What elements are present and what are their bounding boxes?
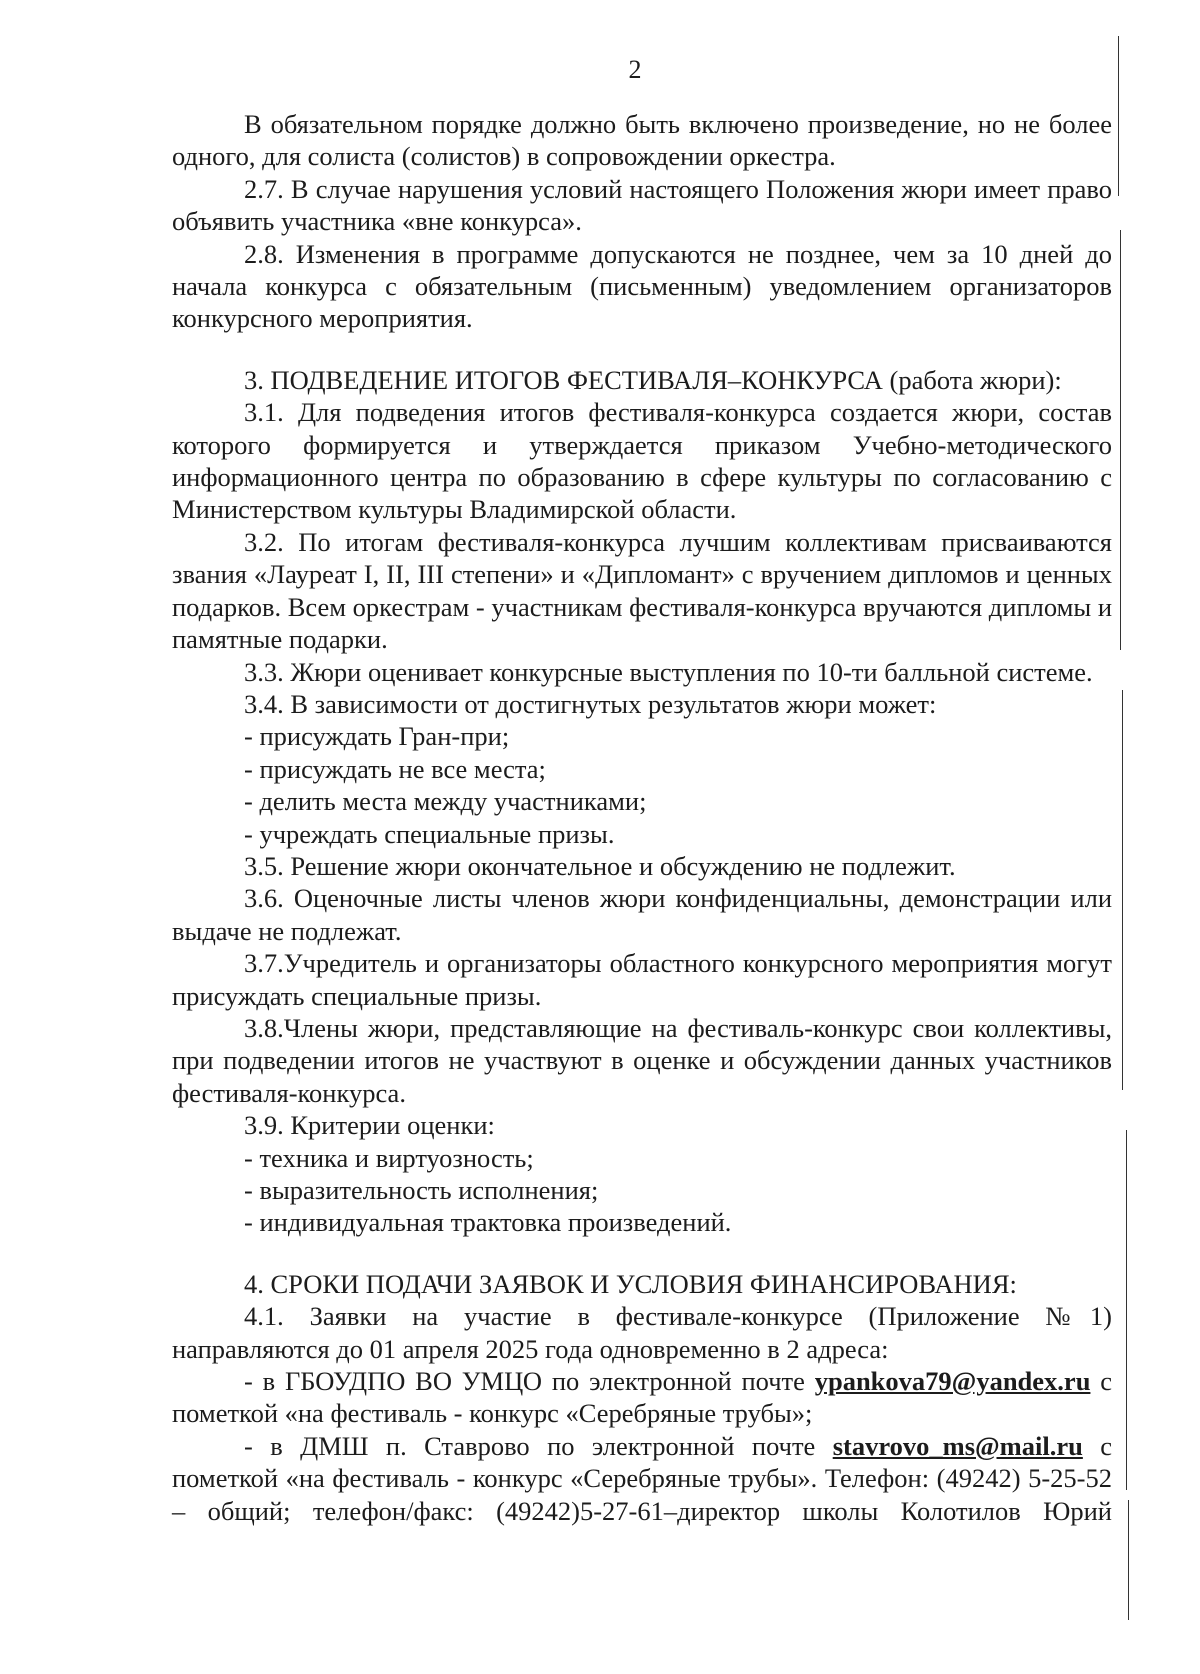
list-item-criterion: - техника и виртуозность;: [244, 1142, 534, 1173]
paragraph-2-7: 2.7. В случае нарушения условий настоящего Положения жюри имеет право объявить участника «вне конкурса».: [172, 173, 1112, 237]
list-item-jury-power: - делить места между участниками;: [244, 786, 647, 817]
paragraph-address-school: [172, 1430, 1112, 1527]
scan-margin-line: [1122, 690, 1123, 1090]
paragraph-4-1: 4.1. Заявки на участие в фестивале-конкурсе (Приложение №1) направляются до 01 апреля 2025 года одновременно в 2 адреса:: [172, 1301, 1112, 1364]
scan-margin-line: [1126, 1130, 1127, 1490]
email-link-umco[interactable]: ypankova79@yandex.ru: [814, 1366, 1091, 1397]
paragraph-3-3: 3.3. Жюри оценивает конкурсные выступления по 10-ти балльной системе.: [244, 656, 1093, 687]
scan-margin-line: [1120, 230, 1121, 650]
address-umco-prefix: - в ГБОУДПО ВО УМЦО по электронной почте: [244, 1366, 815, 1397]
list-item-jury-power: - учреждать специальные призы.: [244, 818, 615, 849]
paragraph-3-6: 3.6. Оценочные листы членов жюри конфиденциальны, демонстрации или выдаче не подлежат.: [172, 883, 1112, 946]
address-umco-suffix: с пометкой «на фестиваль - конкурс «Серебряные трубы»;: [172, 1366, 1112, 1429]
section-4-heading: 4. СРОКИ ПОДАЧИ ЗАЯВОК И УСЛОВИЯ ФИНАНСИРОВАНИЯ:: [244, 1268, 1017, 1299]
section-gap: [172, 1239, 1112, 1268]
paragraph-3-2: 3.2. По итогам фестиваля-конкурса лучшим коллективам присваиваются звания «Лауреат I, II, III степени» и «Дипломант» с вручением дипломов и ценных подарков. Всем оркестрам - участникам фестиваля-конкурса вручаются дипломы и памятные подарки.: [172, 526, 1112, 655]
paragraph-3-8: 3.8.Члены жюри, представляющие на фестиваль-конкурс свои коллективы, при подведении итогов не участвуют в оценке и обсуждении данных участников фестиваля-конкурса.: [172, 1012, 1112, 1108]
address-school-suffix: с пометкой «на фестиваль - конкурс «Серебряные трубы». Телефон: (49242) 5-25-52 – общий; телефон/факс: (49242)5-27-61–директор школы Колотилов Юрий: [172, 1430, 1112, 1526]
list-item-jury-power: - присуждать Гран-при;: [244, 721, 510, 752]
paragraph-address-umco: [172, 1365, 1112, 1430]
paragraph-2-8: 2.8. Изменения в программе допускаются не позднее, чем за 10 дней до начала конкурса с обязательным (письменным) уведомлением организаторов конкурсного мероприятия.: [172, 238, 1112, 334]
section-3-heading: 3. ПОДВЕДЕНИЕ ИТОГОВ ФЕСТИВАЛЯ–КОНКУРСА (работа жюри):: [244, 364, 1062, 395]
scan-margin-line: [1118, 36, 1119, 196]
paragraph-solo-requirement: В обязательном порядке должно быть включено произведение, но не более одного, для солиста (солистов) в сопровождении оркестра.: [172, 109, 1112, 172]
paragraph-3-1: 3.1. Для подведения итогов фестиваля-конкурса создается жюри, состав которого формируется и утверждается приказом Учебно-методического информационного центра по образованию в сфере культуры по согласованию с Министерством культуры Владимирской области.: [172, 397, 1112, 525]
list-item-jury-power: - присуждать не все места;: [244, 753, 546, 784]
scan-margin-line: [1128, 1500, 1129, 1620]
paragraph-3-7: 3.7.Учредитель и организаторы областного конкурсного мероприятия могут присуждать специальные призы.: [172, 948, 1112, 1011]
section-gap: [172, 335, 1112, 364]
paragraph-3-9: 3.9. Критерии оценки:: [244, 1110, 495, 1141]
page-number: 2: [628, 55, 642, 84]
paragraph-3-5: 3.5. Решение жюри окончательное и обсуждению не подлежит.: [244, 850, 956, 881]
paragraph-3-4: 3.4. В зависимости от достигнутых результатов жюри может:: [244, 688, 937, 719]
list-item-criterion: - выразительность исполнения;: [244, 1175, 599, 1205]
list-item-criterion: - индивидуальная трактовка произведений.: [244, 1207, 732, 1238]
address-school-prefix: - в ДМШ п. Ставрово по электронной почте: [244, 1430, 833, 1461]
email-link-school[interactable]: stavrovo_ms@mail.ru: [832, 1430, 1083, 1461]
document-body: [172, 108, 1112, 1527]
